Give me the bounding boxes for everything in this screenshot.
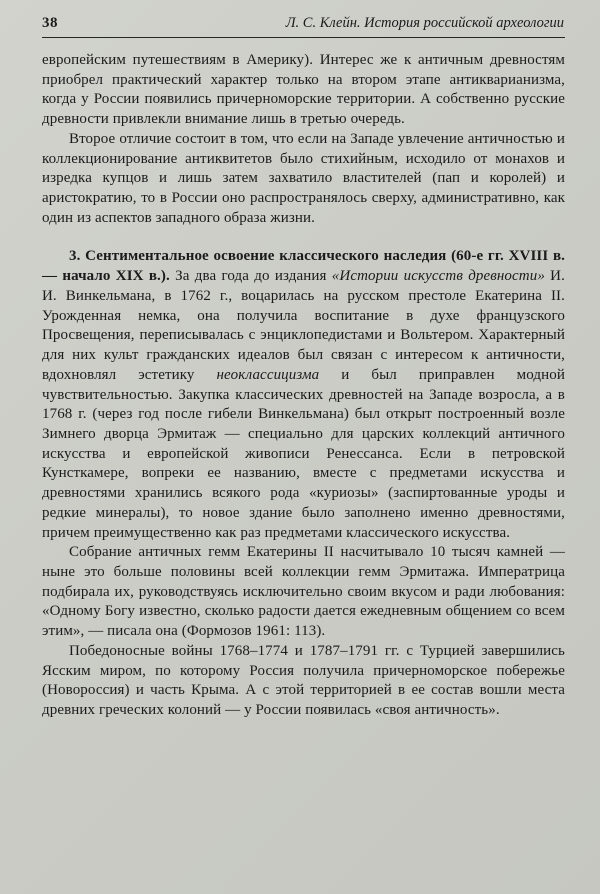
text-run: европейским путешествиям в Америку). Интерес же к античным древностям приобрел практический характер только на втором этапе антикварианизма, когда у России появились причерноморские территории. А собственно русские древности привлекли внимание лишь в третью очередь. [42,52,565,128]
text-run: и был приправлен модной чувствительностью. Закупка классических древностей на Западе возросла, а в 1768 г. (через год после гибели Винкельмана) был открыт построенный возле Зимнего дворца Эрмитаж — специально для царских коллекций античного искусства и европейской живописи Ренессанса. Если в петровской Кунсткамере, вопреки ее названию, вместе с предметами искусства и древностями хранились всякого рода «куриозы» (заспиртованные уроды и редкие минералы), то новое здание было заполнено именно древностями, причем преимущественно как раз предметами классического искусства. [42,366,565,541]
text-run: Собрание античных гемм Екатерины II насчитывало 10 тысяч камней — ныне это больше половины всей коллекции гемм Эрмитажа. Императрица подбирала их, руководствуясь исключительно своим вкусом и ради любования: «Одному Богу известно, сколько радости дается ежедневным общением со всем этим», — писала она (Формозов 1961: 113). [42,544,565,640]
text-run: Второе отличие состоит в том, что если на Западе увлечение античностью и коллекционирование антиквитетов было стихийным, исходило от монахов и изредка купцов и лишь затем захватило властителей (пап и королей) и аристократию, то в России оно распространялось сверху, административно, как один из аспектов западного образа жизни. [42,130,565,226]
text-run: За два года до издания [169,268,332,285]
running-title: Л. С. Клейн. История российской археологии [285,15,564,31]
text-run: И. И. Винкельмана, в 1762 г., воцарилась на русском престоле Екатерина II. Урожденная немка, она получила воспитание в духе французского Просвещения, переписывалась с энциклопедистами и Вольтером. Характерный для них культ гражданских идеалов был связан с интересом к античности, вдохновлял эстетику [42,268,565,383]
italic-run: «Истории искусств древности» [331,268,545,285]
page-number: 38 [42,15,58,31]
text-run: Победоносные войны 1768–1774 и 1787–1791 гг. с Турцией завершились Ясским миром, по которому Россия получила причерноморское побережье (Новороссия) и часть Крыма. А с этой территорией в ее состав вошли места древних греческих колоний — у России появилась «своя античность». [42,642,565,718]
page-header [0,0,600,32]
paragraph-section-3 [42,247,565,543]
italic-run: неоклассицизма [216,366,320,383]
paragraph-second-difference [42,130,565,229]
paragraph-victorious-wars [42,642,565,721]
page-body [0,38,600,721]
paragraph-gems-collection [42,543,565,642]
bold-run: 3. Сентиментальное освоение классического наследия (60-е гг. XVIII в. — начало XIX в.). [42,248,565,285]
paragraph-continuation [42,51,565,130]
